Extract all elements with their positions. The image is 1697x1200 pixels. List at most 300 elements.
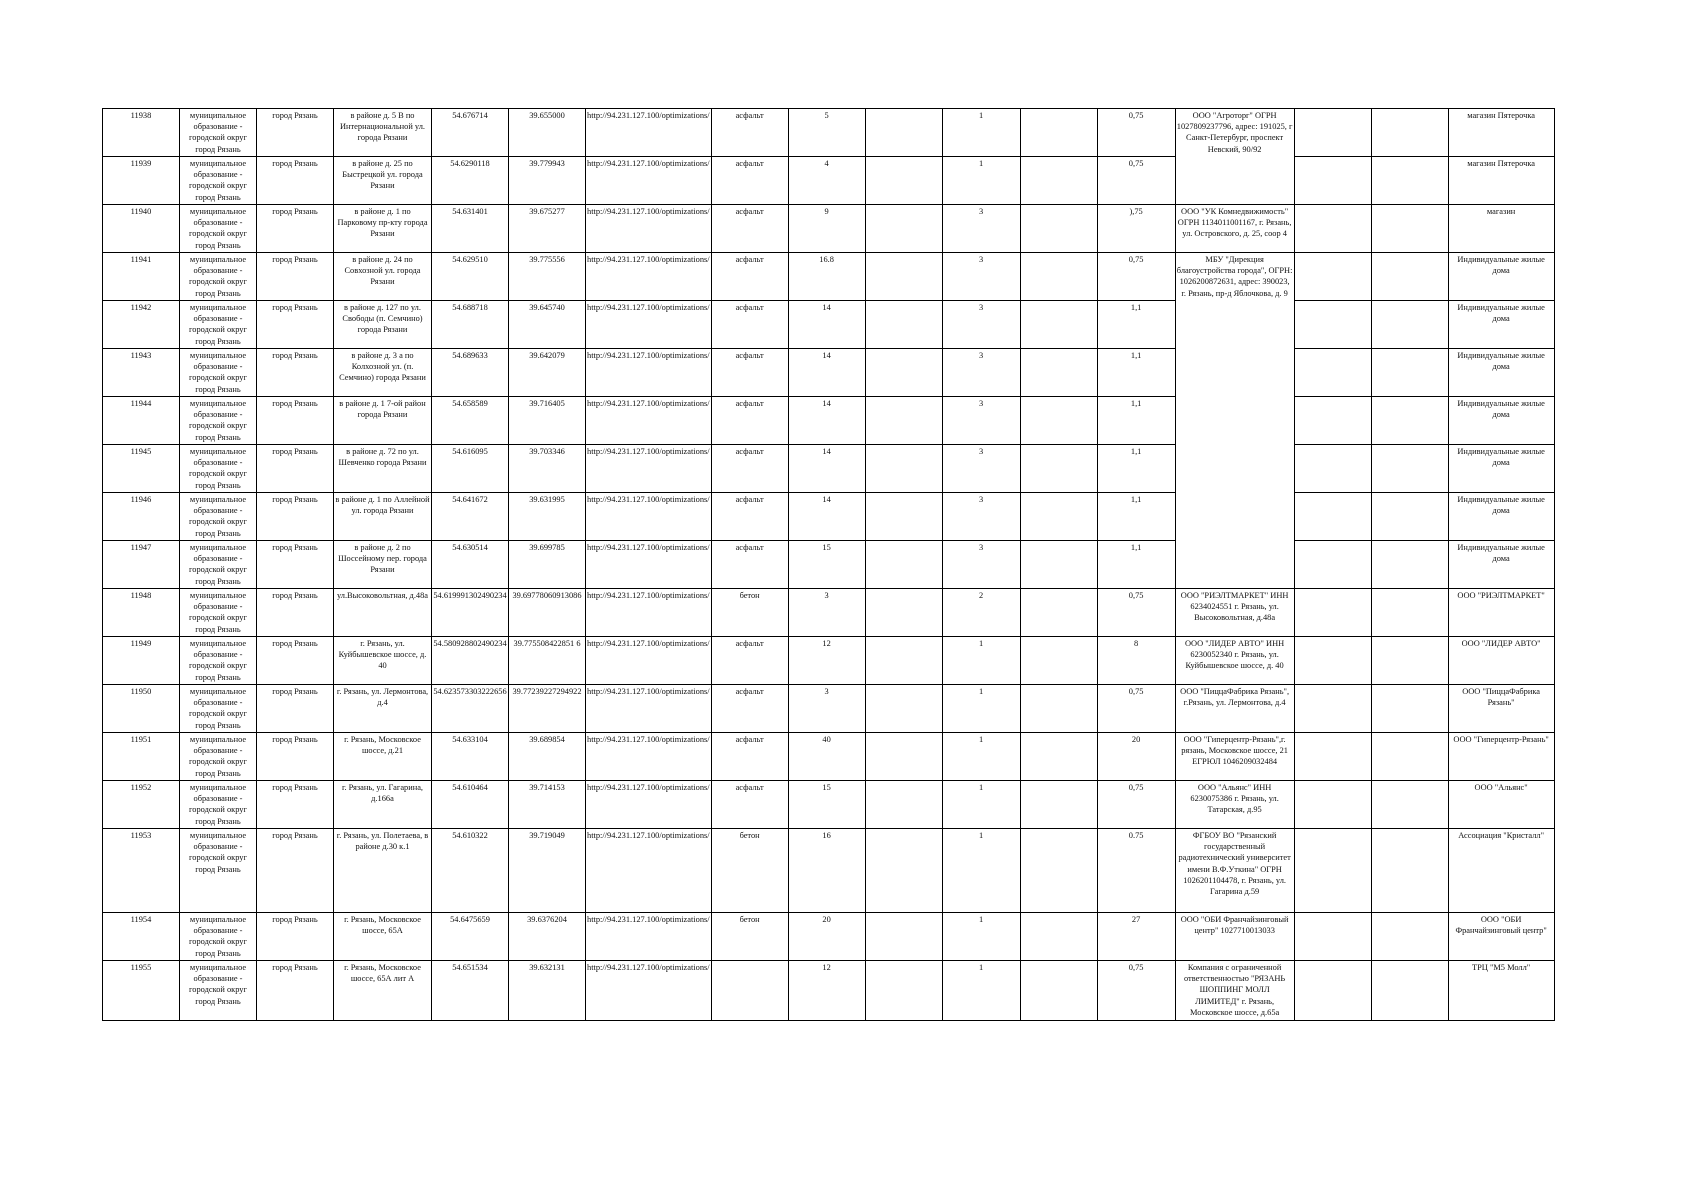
url-link[interactable]: http://94.231.127.100/optimizations/ (586, 205, 712, 253)
address-cell: г. Рязань, Московское шоссе, д.21 (334, 733, 432, 781)
municipality-type-cell: муниципальное образование - городской округ город Рязань (180, 397, 257, 445)
row-id-cell: 11944 (103, 397, 180, 445)
address-cell: в районе д. 25 по Быстрецкой ул. города Рязани (334, 157, 432, 205)
empty-cell (1020, 541, 1097, 589)
surface-cell: асфальт (711, 781, 788, 829)
waste-source-cell: ООО "Гиперцентр-Рязань" (1448, 733, 1554, 781)
container-count-cell: 1 (942, 913, 1020, 961)
latitude-cell: 54.629510 (432, 253, 509, 301)
owner-cell: ООО "УК Комнедвижимость" ОГРН 1134011001167, г. Рязань, ул. Островского, д. 25, соор 4 (1175, 205, 1294, 253)
empty-cell (1371, 589, 1448, 637)
city-cell: город Рязань (257, 541, 334, 589)
municipality-type-cell: муниципальное образование - городской округ город Рязань (180, 685, 257, 733)
empty-cell (1371, 445, 1448, 493)
container-volume-cell: 1,1 (1097, 301, 1175, 349)
latitude-cell: 54.630514 (432, 541, 509, 589)
empty-cell (1294, 829, 1371, 913)
empty-cell (865, 157, 942, 205)
container-count-cell: 3 (942, 349, 1020, 397)
empty-cell (1294, 253, 1371, 301)
address-cell: г. Рязань, ул. Куйбышевское шоссе, д. 40 (334, 637, 432, 685)
area-cell: 5 (788, 109, 865, 157)
waste-source-cell: Индивидуальные жилые дома (1448, 253, 1554, 301)
waste-source-cell: Индивидуальные жилые дома (1448, 541, 1554, 589)
container-count-cell: 3 (942, 397, 1020, 445)
waste-source-cell: ТРЦ "М5 Молл" (1448, 961, 1554, 1021)
address-cell: в районе д. 72 по ул. Шевченко города Рязани (334, 445, 432, 493)
container-count-cell: 1 (942, 961, 1020, 1021)
empty-cell (1371, 733, 1448, 781)
empty-cell (1294, 397, 1371, 445)
empty-cell (865, 733, 942, 781)
area-cell: 3 (788, 685, 865, 733)
waste-source-cell: ООО "ОБИ Франчайзинговый центр" (1448, 913, 1554, 961)
empty-cell (1371, 205, 1448, 253)
registry-table (102, 108, 1555, 1021)
city-cell: город Рязань (257, 397, 334, 445)
surface-cell: бетон (711, 913, 788, 961)
surface-cell: асфальт (711, 157, 788, 205)
container-count-cell: 3 (942, 541, 1020, 589)
empty-cell (1371, 637, 1448, 685)
url-link[interactable]: http://94.231.127.100/optimizations/ (586, 493, 712, 541)
empty-cell (1020, 157, 1097, 205)
url-link[interactable]: http://94.231.127.100/optimizations/ (586, 781, 712, 829)
row-id-cell: 11940 (103, 205, 180, 253)
address-cell: г. Рязань, ул. Полетаева, в районе д.30 к.1 (334, 829, 432, 913)
empty-cell (865, 253, 942, 301)
longitude-cell: 39.69778060913086 (509, 589, 586, 637)
row-id-cell: 11943 (103, 349, 180, 397)
area-cell: 14 (788, 349, 865, 397)
city-cell: город Рязань (257, 589, 334, 637)
row-id-cell: 11939 (103, 157, 180, 205)
container-count-cell: 1 (942, 109, 1020, 157)
empty-cell (1294, 493, 1371, 541)
empty-cell (1294, 157, 1371, 205)
table-row (103, 733, 1555, 781)
url-link[interactable]: http://94.231.127.100/optimizations/ (586, 637, 712, 685)
table-row (103, 961, 1555, 1021)
city-cell: город Рязань (257, 685, 334, 733)
area-cell: 16.8 (788, 253, 865, 301)
container-volume-cell: 0,75 (1097, 589, 1175, 637)
table-row (103, 493, 1555, 541)
url-link[interactable]: http://94.231.127.100/optimizations/ (586, 829, 712, 913)
container-volume-cell: 1,1 (1097, 445, 1175, 493)
empty-cell (865, 685, 942, 733)
container-volume-cell: 0,75 (1097, 253, 1175, 301)
row-id-cell: 11951 (103, 733, 180, 781)
container-count-cell: 3 (942, 301, 1020, 349)
empty-cell (865, 349, 942, 397)
city-cell: город Рязань (257, 913, 334, 961)
area-cell: 15 (788, 781, 865, 829)
area-cell: 16 (788, 829, 865, 913)
empty-cell (1294, 685, 1371, 733)
empty-cell (865, 301, 942, 349)
longitude-cell: 39.716405 (509, 397, 586, 445)
latitude-cell: 54.689633 (432, 349, 509, 397)
owner-cell: МБУ "Дирекция благоустройства города", ОГРН: 1026200872631, адрес: 390023, г. Рязань, пр-д Яблочкова, д. 9 (1175, 253, 1294, 589)
area-cell: 40 (788, 733, 865, 781)
municipality-type-cell: муниципальное образование - городской округ город Рязань (180, 445, 257, 493)
container-count-cell: 3 (942, 205, 1020, 253)
longitude-cell: 39.689854 (509, 733, 586, 781)
municipality-type-cell: муниципальное образование - городской округ город Рязань (180, 349, 257, 397)
container-volume-cell: 0,75 (1097, 961, 1175, 1021)
row-id-cell: 11947 (103, 541, 180, 589)
address-cell: в районе д. 2 по Шоссейному пер. города Рязани (334, 541, 432, 589)
container-volume-cell: 8 (1097, 637, 1175, 685)
url-link[interactable]: http://94.231.127.100/optimizations/ (586, 913, 712, 961)
row-id-cell: 11952 (103, 781, 180, 829)
waste-source-cell: Индивидуальные жилые дома (1448, 445, 1554, 493)
latitude-cell: 54.616095 (432, 445, 509, 493)
waste-source-cell: ООО "ЛИДЕР АВТО" (1448, 637, 1554, 685)
latitude-cell: 54.688718 (432, 301, 509, 349)
city-cell: город Рязань (257, 157, 334, 205)
area-cell: 4 (788, 157, 865, 205)
city-cell: город Рязань (257, 493, 334, 541)
table-row (103, 913, 1555, 961)
empty-cell (865, 541, 942, 589)
municipality-type-cell: муниципальное образование - городской округ город Рязань (180, 913, 257, 961)
table-row (103, 589, 1555, 637)
empty-cell (865, 913, 942, 961)
url-link[interactable]: http://94.231.127.100/optimizations/ (586, 733, 712, 781)
url-link[interactable]: http://94.231.127.100/optimizations/ (586, 397, 712, 445)
table-row (103, 829, 1555, 913)
empty-cell (1371, 397, 1448, 445)
address-cell: в районе д. 3 а по Колхозной ул. (п. Семчино) города Рязани (334, 349, 432, 397)
empty-cell (865, 589, 942, 637)
empty-cell (1371, 781, 1448, 829)
latitude-cell: 54.580928802490234 (432, 637, 509, 685)
municipality-type-cell: муниципальное образование - городской округ город Рязань (180, 781, 257, 829)
city-cell: город Рязань (257, 109, 334, 157)
empty-cell (1371, 961, 1448, 1021)
latitude-cell: 54.631401 (432, 205, 509, 253)
latitude-cell: 54.651534 (432, 961, 509, 1021)
url-link[interactable]: http://94.231.127.100/optimizations/ (586, 349, 712, 397)
surface-cell: асфальт (711, 685, 788, 733)
municipality-type-cell: муниципальное образование - городской округ город Рязань (180, 205, 257, 253)
address-cell: в районе д. 1 по Аллейной ул. города Рязани (334, 493, 432, 541)
empty-cell (1294, 589, 1371, 637)
surface-cell: асфальт (711, 445, 788, 493)
waste-source-cell: магазин Пятерочка (1448, 157, 1554, 205)
url-link[interactable]: http://94.231.127.100/optimizations/ (586, 541, 712, 589)
city-cell: город Рязань (257, 349, 334, 397)
address-cell: в районе д. 5 В по Интернациональной ул. города Рязани (334, 109, 432, 157)
url-link[interactable]: http://94.231.127.100/optimizations/ (586, 109, 712, 157)
area-cell: 14 (788, 397, 865, 445)
latitude-cell: 54.623573303222656 (432, 685, 509, 733)
latitude-cell: 54.6290118 (432, 157, 509, 205)
row-id-cell: 11948 (103, 589, 180, 637)
area-cell: 3 (788, 589, 865, 637)
table-row (103, 637, 1555, 685)
municipality-type-cell: муниципальное образование - городской округ город Рязань (180, 961, 257, 1021)
table-row (103, 397, 1555, 445)
longitude-cell: 39.675277 (509, 205, 586, 253)
owner-cell: ООО "ПиццаФабрика Рязань", г.Рязань, ул. Лермонтова, д.4 (1175, 685, 1294, 733)
longitude-cell: 39.645740 (509, 301, 586, 349)
owner-cell: ФГБОУ ВО "Рязанский государственный радиотехнический университет имени В.Ф.Уткина" ОГРН 1026201104478, г. Рязань, ул. Гагарина д.59 (1175, 829, 1294, 913)
municipality-type-cell: муниципальное образование - городской округ город Рязань (180, 829, 257, 913)
row-id-cell: 11953 (103, 829, 180, 913)
empty-cell (1294, 301, 1371, 349)
empty-cell (1020, 685, 1097, 733)
surface-cell: асфальт (711, 253, 788, 301)
empty-cell (1020, 493, 1097, 541)
city-cell: город Рязань (257, 253, 334, 301)
address-cell: г. Рязань, Московское шоссе, 65А (334, 913, 432, 961)
longitude-cell: 39.631995 (509, 493, 586, 541)
waste-source-cell: ООО "РИЭЛТМАРКЕТ" (1448, 589, 1554, 637)
empty-cell (865, 397, 942, 445)
container-count-cell: 1 (942, 157, 1020, 205)
longitude-cell: 39.714153 (509, 781, 586, 829)
container-volume-cell: 1,1 (1097, 349, 1175, 397)
area-cell: 9 (788, 205, 865, 253)
row-id-cell: 11942 (103, 301, 180, 349)
url-link[interactable]: http://94.231.127.100/optimizations/ (586, 445, 712, 493)
container-count-cell: 3 (942, 493, 1020, 541)
row-id-cell: 11949 (103, 637, 180, 685)
longitude-cell: 39.775556 (509, 253, 586, 301)
url-link[interactable]: http://94.231.127.100/optimizations/ (586, 589, 712, 637)
container-volume-cell: 0,75 (1097, 109, 1175, 157)
owner-cell: ООО "Гиперцентр-Рязань",г. рязань, Московское шоссе, 21 ЕГРЮЛ 1046209032484 (1175, 733, 1294, 781)
city-cell: город Рязань (257, 733, 334, 781)
surface-cell: асфальт (711, 733, 788, 781)
owner-cell: ООО "ОБИ Франчайзинговый центр" 1027710013033 (1175, 913, 1294, 961)
row-id-cell: 11950 (103, 685, 180, 733)
empty-cell (1371, 913, 1448, 961)
empty-cell (1294, 205, 1371, 253)
longitude-cell: 39.703346 (509, 445, 586, 493)
url-link[interactable]: http://94.231.127.100/optimizations/ (586, 685, 712, 733)
address-cell: в районе д. 1 7-ой район города Рязани (334, 397, 432, 445)
city-cell: город Рязань (257, 205, 334, 253)
container-count-cell: 3 (942, 445, 1020, 493)
city-cell: город Рязань (257, 961, 334, 1021)
address-cell: в районе д. 127 по ул. Свободы (п. Семчино) города Рязани (334, 301, 432, 349)
waste-source-cell: ООО "Альянс" (1448, 781, 1554, 829)
table-row (103, 349, 1555, 397)
empty-cell (1020, 349, 1097, 397)
row-id-cell: 11954 (103, 913, 180, 961)
owner-cell: ООО "ЛИДЕР АВТО" ИНН 6230052340 г. Рязань, ул. Куйбышевское шоссе, д. 40 (1175, 637, 1294, 685)
surface-cell: бетон (711, 829, 788, 913)
surface-cell: асфальт (711, 349, 788, 397)
empty-cell (1371, 685, 1448, 733)
container-count-cell: 1 (942, 637, 1020, 685)
city-cell: город Рязань (257, 829, 334, 913)
empty-cell (1371, 493, 1448, 541)
address-cell: ул.Высоковольтная, д.48а (334, 589, 432, 637)
waste-source-cell: ООО "ПиццаФабрика Рязань" (1448, 685, 1554, 733)
container-volume-cell: 1,1 (1097, 397, 1175, 445)
owner-cell: ООО "Альянс" ИНН 6230075386 г. Рязань, ул. Татарская, д.95 (1175, 781, 1294, 829)
row-id-cell: 11941 (103, 253, 180, 301)
table-row (103, 205, 1555, 253)
surface-cell (711, 961, 788, 1021)
empty-cell (1020, 829, 1097, 913)
empty-cell (1020, 301, 1097, 349)
empty-cell (1020, 109, 1097, 157)
empty-cell (1294, 961, 1371, 1021)
area-cell: 12 (788, 961, 865, 1021)
empty-cell (1371, 541, 1448, 589)
longitude-cell: 39.632131 (509, 961, 586, 1021)
url-link[interactable]: http://94.231.127.100/optimizations/ (586, 301, 712, 349)
container-volume-cell: 0.75 (1097, 829, 1175, 913)
container-count-cell: 3 (942, 253, 1020, 301)
empty-cell (865, 829, 942, 913)
empty-cell (1020, 589, 1097, 637)
city-cell: город Рязань (257, 445, 334, 493)
container-count-cell: 1 (942, 781, 1020, 829)
address-cell: в районе д. 24 по Совхозной ул. города Рязани (334, 253, 432, 301)
area-cell: 14 (788, 301, 865, 349)
row-id-cell: 11955 (103, 961, 180, 1021)
surface-cell: асфальт (711, 205, 788, 253)
latitude-cell: 54.676714 (432, 109, 509, 157)
empty-cell (1020, 781, 1097, 829)
latitude-cell: 54.658589 (432, 397, 509, 445)
empty-cell (1294, 541, 1371, 589)
url-link[interactable]: http://94.231.127.100/optimizations/ (586, 253, 712, 301)
latitude-cell: 54.633104 (432, 733, 509, 781)
municipality-type-cell: муниципальное образование - городской округ город Рязань (180, 589, 257, 637)
waste-source-cell: Индивидуальные жилые дома (1448, 493, 1554, 541)
municipality-type-cell: муниципальное образование - городской округ город Рязань (180, 109, 257, 157)
empty-cell (865, 637, 942, 685)
latitude-cell: 54.610464 (432, 781, 509, 829)
empty-cell (1020, 637, 1097, 685)
empty-cell (1371, 253, 1448, 301)
empty-cell (1294, 913, 1371, 961)
table-row (103, 253, 1555, 301)
longitude-cell: 39.779943 (509, 157, 586, 205)
longitude-cell: 39.77239227294922 (509, 685, 586, 733)
empty-cell (1020, 733, 1097, 781)
empty-cell (1020, 397, 1097, 445)
empty-cell (1371, 109, 1448, 157)
area-cell: 15 (788, 541, 865, 589)
container-volume-cell: 1,1 (1097, 541, 1175, 589)
url-link[interactable]: http://94.231.127.100/optimizations/ (586, 961, 712, 1021)
address-cell: в районе д. 1 по Парковому пр-кту города Рязани (334, 205, 432, 253)
empty-cell (865, 205, 942, 253)
empty-cell (865, 445, 942, 493)
empty-cell (1371, 829, 1448, 913)
latitude-cell: 54.641672 (432, 493, 509, 541)
waste-source-cell: магазин (1448, 205, 1554, 253)
empty-cell (865, 781, 942, 829)
address-cell: г. Рязань, Московское шоссе, 65А лит А (334, 961, 432, 1021)
municipality-type-cell: муниципальное образование - городской округ город Рязань (180, 157, 257, 205)
surface-cell: асфальт (711, 109, 788, 157)
latitude-cell: 54.619991302490234 (432, 589, 509, 637)
municipality-type-cell: муниципальное образование - городской округ город Рязань (180, 253, 257, 301)
municipality-type-cell: муниципальное образование - городской округ город Рязань (180, 541, 257, 589)
container-volume-cell: 0,75 (1097, 685, 1175, 733)
container-count-cell: 1 (942, 685, 1020, 733)
empty-cell (1020, 205, 1097, 253)
empty-cell (1294, 109, 1371, 157)
municipality-type-cell: муниципальное образование - городской округ город Рязань (180, 637, 257, 685)
waste-source-cell: Индивидуальные жилые дома (1448, 397, 1554, 445)
url-link[interactable]: http://94.231.127.100/optimizations/ (586, 157, 712, 205)
row-id-cell: 11945 (103, 445, 180, 493)
empty-cell (1020, 961, 1097, 1021)
longitude-cell: 39.655000 (509, 109, 586, 157)
municipality-type-cell: муниципальное образование - городской округ город Рязань (180, 301, 257, 349)
container-volume-cell: 1,1 (1097, 493, 1175, 541)
empty-cell (1371, 301, 1448, 349)
empty-cell (1020, 253, 1097, 301)
table-row (103, 781, 1555, 829)
municipality-type-cell: муниципальное образование - городской округ город Рязань (180, 493, 257, 541)
table-body (103, 109, 1555, 1021)
area-cell: 12 (788, 637, 865, 685)
surface-cell: асфальт (711, 301, 788, 349)
surface-cell: бетон (711, 589, 788, 637)
table-row (103, 157, 1555, 205)
longitude-cell: 39.719049 (509, 829, 586, 913)
row-id-cell: 11946 (103, 493, 180, 541)
container-volume-cell: 27 (1097, 913, 1175, 961)
surface-cell: асфальт (711, 397, 788, 445)
empty-cell (865, 961, 942, 1021)
row-id-cell: 11938 (103, 109, 180, 157)
surface-cell: асфальт (711, 637, 788, 685)
city-cell: город Рязань (257, 637, 334, 685)
city-cell: город Рязань (257, 301, 334, 349)
container-count-cell: 2 (942, 589, 1020, 637)
surface-cell: асфальт (711, 541, 788, 589)
container-volume-cell: 20 (1097, 733, 1175, 781)
empty-cell (865, 109, 942, 157)
container-volume-cell: 0,75 (1097, 157, 1175, 205)
longitude-cell: 39.6376204 (509, 913, 586, 961)
empty-cell (865, 493, 942, 541)
empty-cell (1294, 733, 1371, 781)
empty-cell (1371, 349, 1448, 397)
address-cell: г. Рязань, ул. Гагарина, д.166а (334, 781, 432, 829)
municipality-type-cell: муниципальное образование - городской округ город Рязань (180, 733, 257, 781)
address-cell: г. Рязань, ул. Лермонтова, д.4 (334, 685, 432, 733)
owner-cell: ООО "Агроторг" ОГРН 1027809237796, адрес: 191025, г Санкт-Петербург, проспект Невский, 90/92 (1175, 109, 1294, 205)
owner-cell: ООО "РИЭЛТМАРКЕТ" ИНН 6234024551 г. Рязань, ул. Высоковольтная, д.48а (1175, 589, 1294, 637)
waste-source-cell: магазин Пятерочка (1448, 109, 1554, 157)
table-row (103, 301, 1555, 349)
table-row (103, 685, 1555, 733)
owner-cell: Компания с ограниченной ответственностью "РЯЗАНЬ ШОППИНГ МОЛЛ ЛИМИТЕД" г. Рязань, Московское шоссе, д.65а (1175, 961, 1294, 1021)
latitude-cell: 54.6475659 (432, 913, 509, 961)
longitude-cell: 39.775508422851 6 (509, 637, 586, 685)
area-cell: 14 (788, 445, 865, 493)
empty-cell (1294, 781, 1371, 829)
waste-source-cell: Индивидуальные жилые дома (1448, 301, 1554, 349)
table-row (103, 541, 1555, 589)
surface-cell: асфальт (711, 493, 788, 541)
waste-source-cell: Ассоциация "Кристалл" (1448, 829, 1554, 913)
